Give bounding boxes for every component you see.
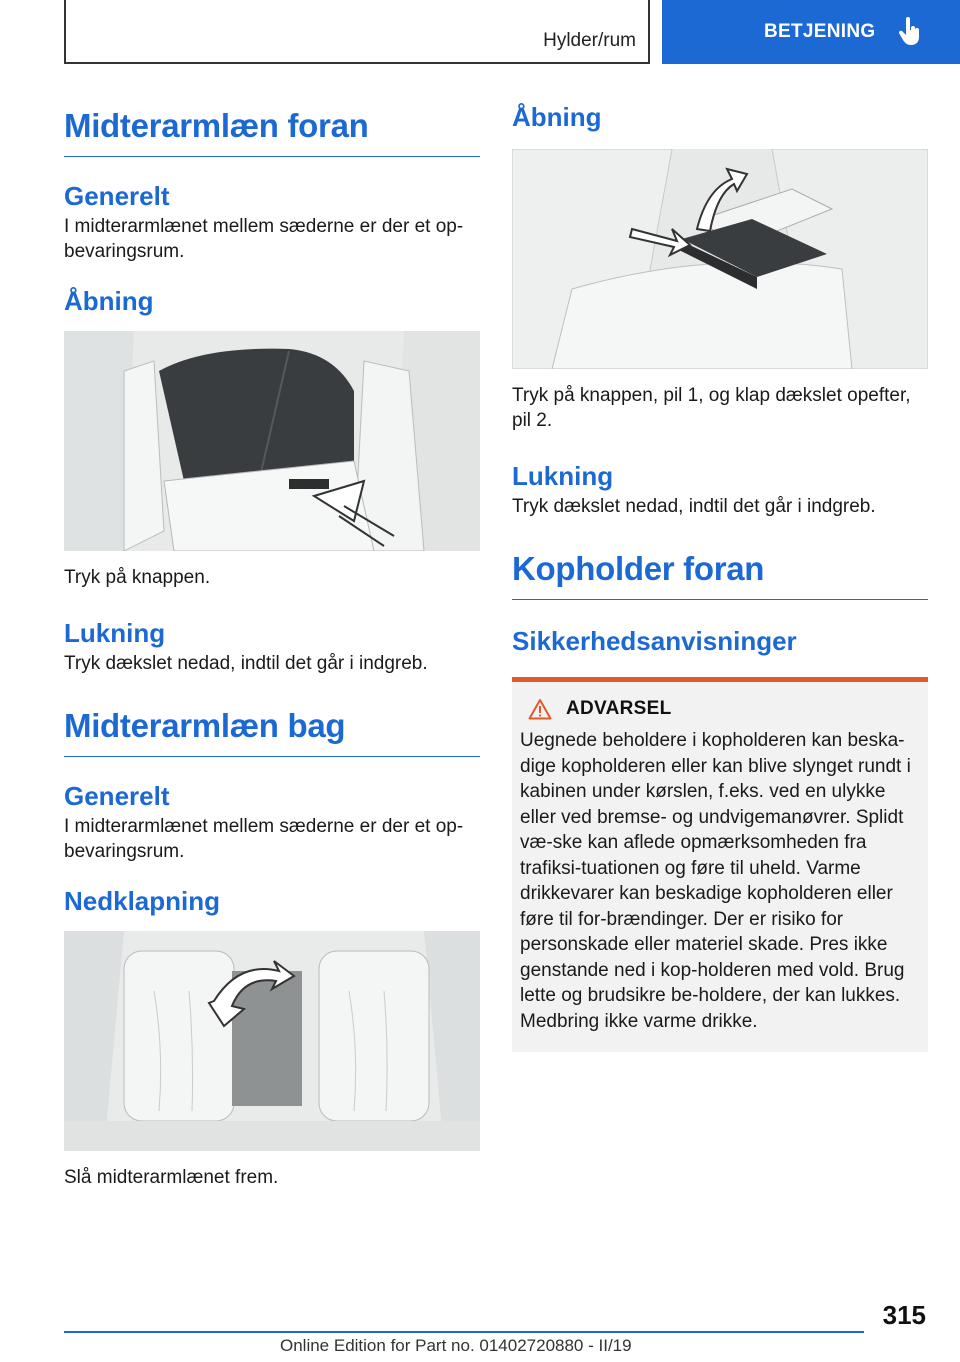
header-section-title: Hylder/rum xyxy=(543,30,636,51)
rear-armrest-opening-svg xyxy=(512,149,928,369)
right-column xyxy=(512,96,928,1052)
footer-divider xyxy=(64,1331,864,1333)
rear-armrest-opening-illustration xyxy=(512,149,928,369)
header-section-box xyxy=(64,0,650,64)
warning-title: ADVARSEL xyxy=(566,698,672,720)
rear-closing-text: Tryk dækslet nedad, indtil det går i indgreb. xyxy=(512,496,876,518)
warning-header xyxy=(528,698,920,720)
front-closing-text: Tryk dækslet nedad, indtil det går i indgreb. xyxy=(64,653,428,675)
warning-box xyxy=(512,677,928,1052)
front-opening-heading: Åbning xyxy=(64,285,154,316)
front-armrest-title: Midterarmlæn foran xyxy=(64,106,480,157)
header-chapter-tab xyxy=(662,0,960,64)
armrest-button-illustration xyxy=(64,331,480,551)
rear-general-heading: Generelt xyxy=(64,780,170,811)
left-column xyxy=(64,96,480,1190)
pointing-hand-icon xyxy=(899,17,921,47)
safety-heading: Sikkerhedsanvisninger xyxy=(512,625,797,656)
rear-closing-heading: Lukning xyxy=(512,461,614,492)
rear-opening-caption: Tryk på knappen, pil 1, og klap dækslet opefter, pil 2. xyxy=(512,385,911,432)
rear-seat-illustration xyxy=(64,931,480,1151)
rear-general-text: I midterarmlænet mellem sæderne er der et op-bevaringsrum. xyxy=(64,815,464,862)
front-closing-heading: Lukning xyxy=(64,617,166,648)
warning-body: Uegnede beholdere i kopholderen kan beska-dige kopholderen eller kan blive slynget rundt i kabinen under kørslen, f.eks. ved en ulykke eller ved bremse- og undvigemanøvrer. Splidt væ-ske kan aflede opmærksomheden fra trafiksi-tuationen og føre til uheld. Varme drikkevarer kan beskadige kopholderen eller føre til for-brændinger. Der er risiko for personskade eller materiel skade. Pres ikke genstande ned i kop-holderen med vold. Brug lette og brudsikre be-holdere, der kan lukkes. Medbring ikke varme drikke. xyxy=(520,730,911,1032)
cupholder-title: Kopholder foran xyxy=(512,549,928,600)
page-number: 315 xyxy=(882,1300,926,1330)
front-armrest-opening-illustration xyxy=(64,331,480,551)
header-chapter-label: BETJENING xyxy=(764,21,876,42)
rear-fold-caption: Slå midterarmlænet frem. xyxy=(64,1167,279,1189)
front-general-text: I midterarmlænet mellem sæderne er der et op-bevaringsrum. xyxy=(64,215,464,262)
rear-armrest-fold-illustration xyxy=(64,931,480,1151)
footer-edition: Online Edition for Part no. 01402720880 - II/19 xyxy=(280,1336,632,1355)
warning-triangle-icon xyxy=(528,698,552,720)
rear-armrest-title: Midterarmlæn bag xyxy=(64,706,480,757)
front-general-heading: Generelt xyxy=(64,180,170,211)
rear-fold-heading: Nedklapning xyxy=(64,885,221,916)
front-opening-caption: Tryk på knappen. xyxy=(64,566,211,588)
rear-opening-heading: Åbning xyxy=(512,102,602,132)
